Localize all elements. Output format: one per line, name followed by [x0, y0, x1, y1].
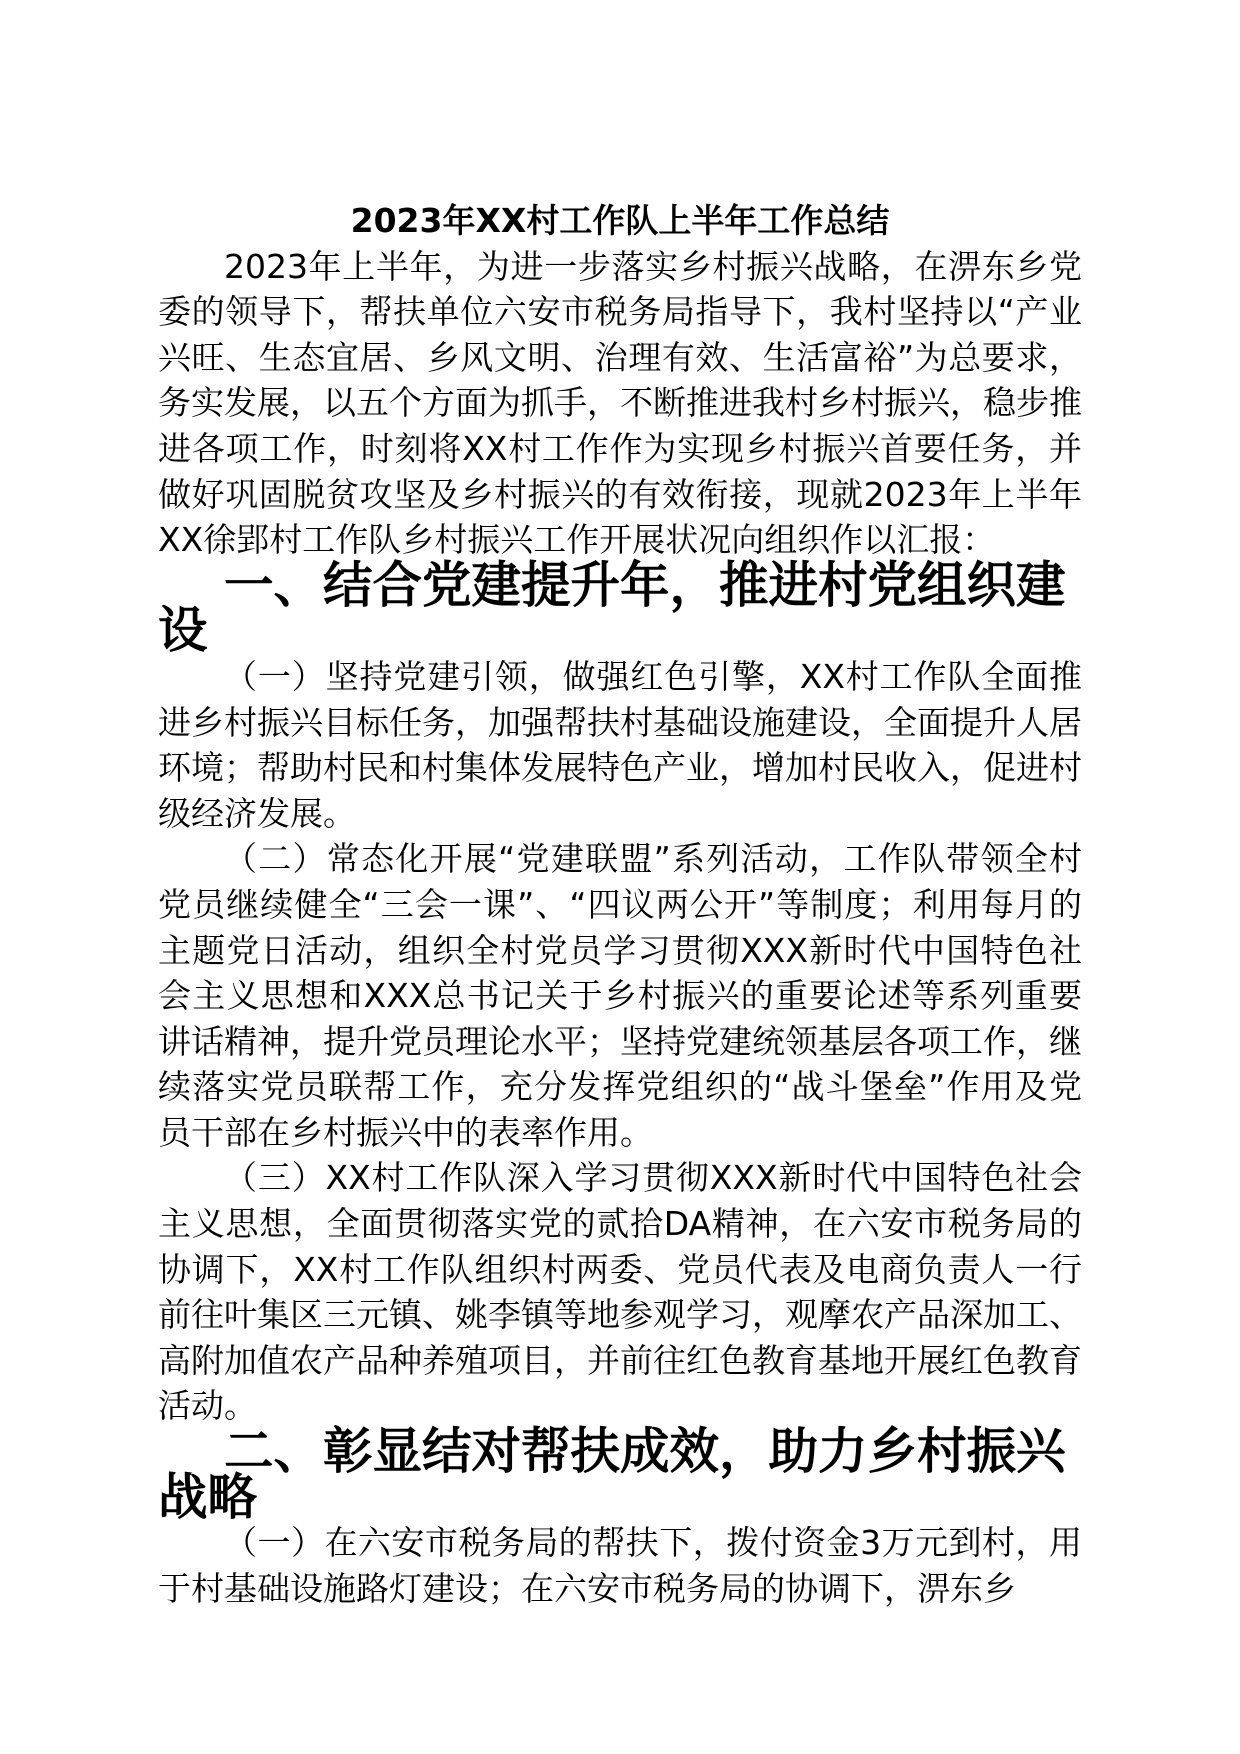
document-title: 2023年XX村工作队上半年工作总结 [350, 201, 890, 240]
section-1-paragraph-2: （二）常态化开展“党建联盟”系列活动，工作队带领全村党员继续健全“三会一课”、“四议两公开”等制度；利用每月的主题党日活动，组织全村党员学习贯彻XXX新时代中国特色社会主义思想和XXX总书记关于乡村振兴的重要论述等系列重要讲话精神，提升党员理论水平；坚持党建统领基层各项工作，继续落实党员联帮工作，充分发挥党组织的“战斗堡垒”作用及党员干部在乡村振兴中的表率作用。 [158, 839, 1082, 1152]
section-1-paragraph-1: （一）坚持党建引领，做强红色引擎，XX村工作队全面推进乡村振兴目标任务，加强帮扶村基础设施建设，全面提升人居环境；帮助村民和村集体发展特色产业，增加村民收入，促进村级经济发展。 [158, 656, 1082, 833]
section-2-heading: 二、彰显结对帮扶成效，助力乡村振兴战略 [158, 1422, 1066, 1526]
section-1-heading: 一、结合党建提升年，推进村党组织建设 [158, 555, 1066, 660]
section-1-paragraph-3: （三）XX村工作队深入学习贯彻XXX新时代中国特色社会主义思想，全面贯彻落实党的贰拾DA精神，在六安市税务局的协调下，XX村工作队组织村两委、党员代表及电商负责人一行前往叶集区三元镇、姚李镇等地参观学习，观摩农产品深加工、高附加值农产品种养殖项目，并前往红色教育基地开展红色教育活动。 [158, 1158, 1082, 1426]
document-page [158, 198, 1082, 1611]
intro-paragraph: 2023年上半年，为进一步落实乡村振兴战略，在淠东乡党委的领导下，帮扶单位六安市税务局指导下，我村坚持以“产业兴旺、生态宜居、乡风文明、治理有效、生活富裕”为总要求，务实发展，以五个方面为抓手，不断推进我村乡村振兴，稳步推进各项工作，时刻将XX村工作作为实现乡村振兴首要任务，并做好巩固脱贫攻坚及乡村振兴的有效衔接，现就2023年上半年XX徐郢村工作队乡村振兴工作开展状况向组织作以汇报： [158, 246, 1082, 560]
section-2-paragraph-1: （一）在六安市税务局的帮扶下，拨付资金3万元到村，用于村基础设施路灯建设；在六安市税务局的协调下，淠东乡 [158, 1523, 1082, 1608]
